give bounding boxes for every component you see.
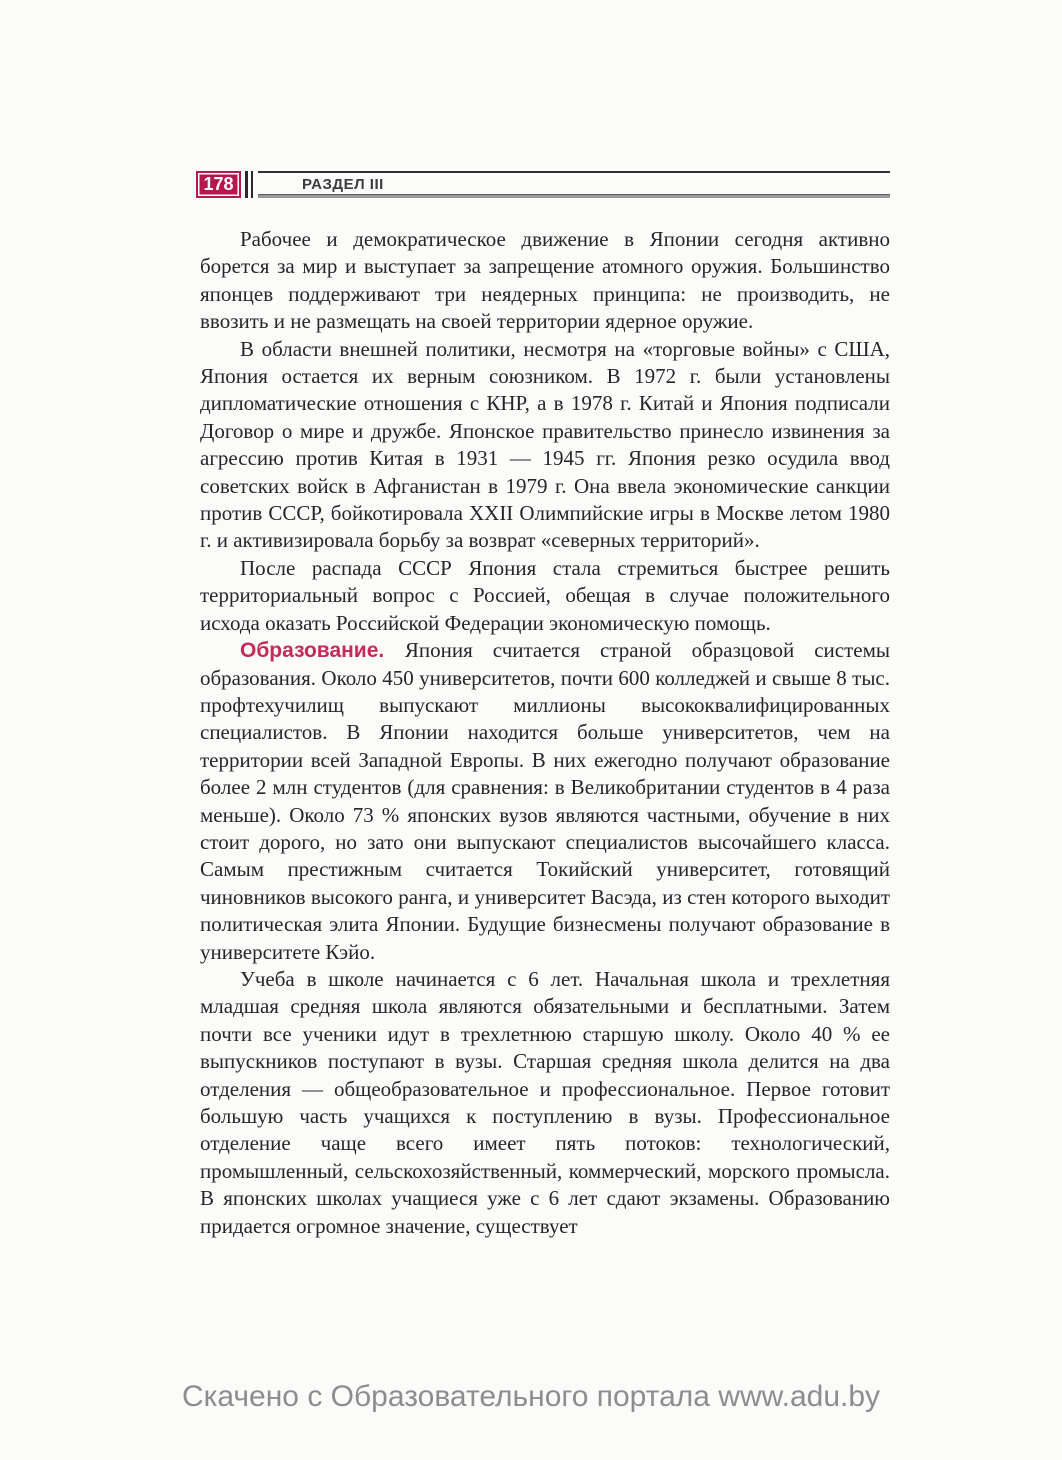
paragraph: После распада СССР Япония стала стремиться быстрее решить территориальный вопрос с Россией, обещая в случае положительного исхода оказать Российской Федерации экономическую помощь. bbox=[200, 555, 890, 635]
badge-divider-bars bbox=[245, 171, 253, 198]
section-header bbox=[258, 169, 890, 201]
page-header bbox=[196, 169, 890, 201]
paragraph: Образование. Япония считается страной образцовой системы образования. Около 450 университетов, почти 600 колледжей и свыше 8 тыс. профтехучилищ выпускают миллионы высококвалифицированных специалистов. В Японии находится больше университетов, чем на территории всей Западной Европы. В них ежегодно получают образование более 2 млн студентов (для сравнения: в Великобритании студентов в 4 раза меньше). Около 73 % японских вузов являются частными, обучение в них стоит дорого, но зато они выпускают специалистов высочайшего класса. Самым престижным считается Токийский университет, готовящий чиновников высокого ранга, и университет Васэда, из стен которого выходит политическая элита Японии. Будущие бизнесмены получают образование в университете Кэйо. bbox=[200, 638, 890, 964]
divider-bar bbox=[251, 171, 254, 198]
watermark-footer bbox=[0, 1380, 1062, 1414]
page-body bbox=[200, 226, 890, 1240]
watermark-text: Скачено с Образовательного портала www.adu.by bbox=[181, 1380, 881, 1413]
header-rule-bottom bbox=[258, 194, 890, 198]
paragraph: Рабочее и демократическое движение в Японии сегодня активно борется за мир и выступает за запрещение атомного оружия. Большинство японцев поддерживают три неядерных принципа: не производить, не ввозить и не размещать на своей территории ядерное оружие. bbox=[200, 227, 890, 334]
section-title: РАЗДЕЛ III bbox=[302, 176, 384, 193]
page-number-badge: 178 bbox=[196, 171, 241, 198]
paragraph: В области внешней политики, несмотря на «торговые войны» с США, Япония остается их верным союзником. В 1972 г. были установлены дипломатические отношения с КНР, а в 1978 г. Китай и Япония подписали Договор о мире и дружбе. Японское правительство принесло извинения за агрессию против Китая в 1931 — 1945 гг. Япония резко осудила ввод советских войск в Афганистан в 1979 г. Она ввела экономические санкции против СССР, бойкотировала XXII Олимпийские игры в Москве летом 1980 г. и активизировала борьбу за возврат «северных территорий». bbox=[200, 336, 890, 553]
paragraph: Учеба в школе начинается с 6 лет. Начальная школа и трехлетняя младшая средняя школа являются обязательными и бесплатными. Затем почти все ученики идут в трехлетнюю старшую школу. Около 40 % ее выпускников поступают в вузы. Старшая средняя школа делится на два отделения — общеобразовательное и профессиональное. Первое готовит большую часть учащихся к поступлению в вузы. Профессиональное отделение чаще всего имеет пять потоков: технологический, промышленный, сельскохозяйственный, коммерческий, морского промысла. В японских школах учащиеся уже с 6 лет сдают экзамены. Образованию придается огромное значение, существует bbox=[200, 966, 890, 1238]
subheading-obrazovanie: Образование. bbox=[240, 639, 405, 663]
divider-bar bbox=[245, 171, 248, 198]
header-rule-top bbox=[258, 171, 890, 173]
